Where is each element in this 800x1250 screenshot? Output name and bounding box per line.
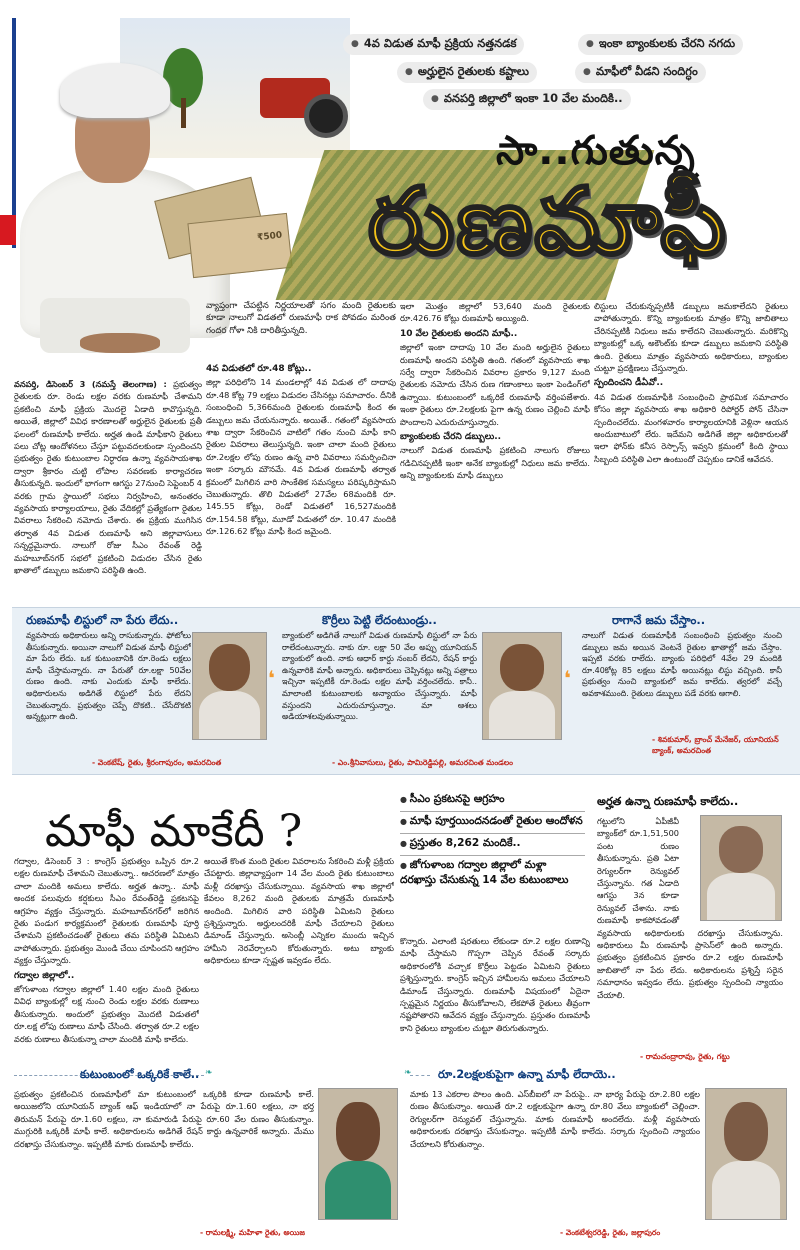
section2-bullet: ● ప్రస్తుతం 8,262 మందికే.. (400, 834, 585, 856)
box1-text: ప్రభుత్వం ప్రకటించిన రుణమాఫీలో మా కుటుంబంలో ఒక్కరికి కూడా రుణమాఫీ కాలే. అయిజలోని యూనియన్‌ బ్యాంక్‌ ఆఫ్‌ ఇండియాలో నా పేరుపై రూ.1.60 లక్షలు, నా భర్త తిరుమన్‌ పేరుపై రూ.1.60 లక్షలు, నా కుమారుడి పేరుపై రూ.60 వేల రుణం తీసుకున్నాం. ముగ్గురికి ఒక్కరికీ మాఫీ కాలే. అధికారులను అడిగితే రేషన్‌ కార్డు ఉన్నవారికే అన్నారు. మేము దరఖాస్తు చేసుకున్నాం. ఇప్పటికీ మాకు రుణమాఫీ కాలేదు. (14, 1089, 314, 1149)
section2-bullets (400, 790, 585, 892)
box1-caption: - రామలక్ష్మి, మహిళా రైతు, అయిజ (200, 1228, 305, 1237)
section2-subhead: గద్వాల జిల్లాలో.. (14, 970, 75, 981)
top-bullet: ● ఇంకా బ్యాంకులకు చేరని నగదు (578, 34, 743, 55)
farmer-photo (192, 632, 267, 740)
woman-farmer-photo (318, 1088, 398, 1220)
lead-body-1: ప్రభుత్వం రైతులకు రూ. రెండు లక్షల వరకు రుణమాఫీ చేశామని ప్రకటించి మాఫీ ప్రక్రియ మొదలై ఏడాది కావొస్తున్నది. అయితే, జిల్లాలో వివిధ కారణాలతో అర్హులైన రైతులకు ప్రతీ ఫలంలో రుణమాఫీ కాలేదు. అర్హత ఉండి మాఫీకాని రైతులు పలు చోట్ల ఆందోళనలు చేస్తూ పట్టువదలకుండా స్పందించని ప్రభుత్వం రైతు కుటుంబాల నిర్ధారణ ఉన్నా వ్యవసాయశాఖ ద్వారా శ్రీకారం చుట్టి లోపాల సవరణకు కార్యాచరణ తీసుకున్నది. ఇందులో భాగంగా ఆగస్టు 27నుంచి సెప్టెంబర్ 4 వరకు గ్రామ స్థాయిలో సభలు నిర్వహించి, అనంతరం వ్యవసాయ కార్యాలయాలు, రైతు వేదికల్లో ప్రత్యేకంగా రైతుల వివరాలు సేకరించి నమోదు చేశారు. ఈ ప్రక్రియ ముగిసిన తర్వాత 4వ విడుత రుణమాఫీ అని జిల్లావాసులు సన్నద్ధమైనారు. నాలుగో రోజు సీఎం రేవంత్‌ రెడ్డి మహబూబ్‌నగర్‌ సభలో ప్రకటించి విడుదల చేసిన రైతు ఖాతాలో డబ్బులు జమకాని పరిస్థితి ఉంది. (14, 379, 202, 576)
section2-bullet: ● జోగుళాంబ గద్వాల జిల్లాలో మళ్లా దరఖాస్తు చేసుకున్న 14 వేల కుటుంబాలు (400, 856, 585, 892)
farmer-foot-shape (80, 333, 160, 353)
lead-column-2 (206, 360, 396, 600)
section2-column-2: అయితే కొంత మంది రైతుల వివరాలను సేకరించి మళ్లీ ప్రక్రియ చేపట్టారు. జిల్లావ్యాప్తంగా 14 వేల మంది రైతు కుటుంబాలు మళ్లీ దరఖాస్తు చేసుకున్నాయి. వ్యవసాయ శాఖ జిల్లాలో కేవలం 8,262 మంది రైతులకు మాత్రమే రుణమాఫీ అందింది. మిగిలిన వారి పరిస్థితి ఏమిటని రైతులు ప్రశ్నిస్తున్నారు. అర్హులందరికీ మాఫీ చేయాలని రైతులు డిమాండ్‌ చేస్తున్నారు. అసెంబ్లీ ఎన్నికల ముందు ఇచ్చిన హామీని నెరవేర్చాలని కోరుతున్నారు. అటు బ్యాంకు అధికారులు కూడా స్పష్టత ఇవ్వడం లేదు. (204, 856, 394, 966)
section2-col1b-text: జోగుళాంబ గద్వాల జిల్లాలో 1.40 లక్షల మంది రైతులు వివిధ బ్యాంకుల్లో లక్ష నుంచి రెండు లక్షల వరకు రుణాలు తీసుకున్నారు. అందులో ప్రభుత్వం మొదటి విడుతలో రూ.లక్ష లోపు రుణాలు మాఫీ చేసింది. తర్వాత రూ.2 లక్షల వరకు రుణాలు తీసుకున్నా చాలా మందికి మాఫీ కాలేదు. (14, 984, 199, 1044)
page-edge-bar (0, 18, 16, 248)
quote-caption: - వెంకటేష్‌, రైతు, శ్రీరంగాపురం, అమరచింత (92, 758, 222, 767)
top-bullet: ● మాఫీలో వీడని సందిగ్ధం (575, 62, 706, 83)
box2-text: మాకు 13 ఎకరాల పొలం ఉంది. ఎస్‌బీఐలో నా పేరుపై.. నా భార్య పేరుపై రూ.2.80 లక్షల రుణం తీసుకున్నాం. అయితే రూ.2 లక్షలకుపైగా ఉన్నా రూ.80 వేలు బ్యాంకులో చెల్లించా. రెగ్యులర్‌గా రెన్యువల్‌ చేస్తున్నాను. మాకు రుణమాఫీ అందలేదు. మళ్లీ వ్యవసాయ అధికారులకు దరఖాస్తు చేసుకున్నాం. ఇప్పటికీ మాఫీ కాలేదు. సర్కారు స్పందించి న్యాయం చేయాలని కోరుతున్నాం. (410, 1089, 700, 1149)
lead-body-2: జిల్లా పరిధిలోని 14 మండలాల్లో 4వ విడుత లో దాదాపు రూ.48 కోట్ల 79 లక్షలు విడుదల చేసినట్లు సమాచారం. దీనికి సంబంధించి 5,366మంది రైతులకు రుణమాఫీ కింద ఈ డబ్బులు జమ చేయనున్నారు. అయితే.. గతంలో వ్యవసాయ శాఖ ద్వారా సేకరించిన వాటిలో గతం నుంచి మాఫీ కాని రైతుల వివరాలు తెలుస్తున్నది. ఇంకా చాలా మంది రైతులు రూ.2లక్షల లోపు రుణం ఉన్న వారి వివరాలు సమర్పించినా ఇంకా సర్కారు మౌనమే. 4వ విడుత రుణమాఫీ తర్వాత క్రమంలో మిగిలిన వారి సాంకేతిక సమస్యలు పరిష్కరిస్తామని చెబుతున్నారు. తొలి విడుతలో 27వేల 68మందికి రూ. 145.55 కోట్లు, రెండో విడుతలో 16,527మందికి రూ.154.58 కోట్లు, మూడో విడుతలో రూ. 10.47 మందికి రూ.126.62 కోట్లు మాఫీ కింద జమైంది. (206, 377, 396, 537)
page-edge-red-marker (0, 215, 16, 245)
lead-body-5: నాలుగో విడుత రుణమాఫీ ప్రకటించి నాలుగు రోజులు గడిచినప్పటికీ ఇంకా అనేక బ్యాంకుల్లో నిధులు జమ కాలేదు. అన్ని బ్యాంకులకు మాఫీ డబ్బులు (400, 445, 590, 481)
sidebox-text: గట్టులోని ఏపీజీవీ బ్యాంక్‌లో రూ.1,51,500 పంట రుణం తీసుకున్నాను. ప్రతి ఏటా రెగ్యులర్‌గా రెన్యువల్‌ చేస్తున్నాను. గత ఏడాది ఆగస్టు 3న కూడా రెన్యువల్‌ చేశాను. నాకు రుణమాఫీ కాకపోవడంతో వ్యవసాయ అధికారులకు దరఖాస్తు చేసుకున్నాను. అధికారులు మీ రుణమాఫీ ప్రాసెస్‌లో ఉంది అన్నారు. ప్రభుత్వం ప్రకటించిన ప్రకారం రూ.2 లక్షల రుణమాఫీ జాబితాలో నా పేరు లేదు. అధికారులను ప్రశ్నిస్తే సరైన సమాధానం ఇవ్వడం లేదు. ప్రభుత్వం స్పందించి న్యాయం చేయాలి. (597, 816, 783, 1000)
farmer-photo (482, 632, 562, 740)
sidebox-heading: అర్హత ఉన్నా రుణమాఫీ కాలేదు.. (597, 795, 739, 808)
quote-heading: రుణమాఫీ లిస్టులో నా పేరు లేదు.. (26, 613, 179, 627)
sidebox-caption: - రామచంద్రారావు, రైతు, గట్టు (640, 1052, 730, 1061)
box2-heading: రూ.2లక్షలకుపైగా ఉన్నా మాఫీ లేదాయె.. (438, 1068, 616, 1081)
top-bullet: ● వనపర్తి జిల్లాలో ఇంకా 10 వేల మందికి.. (423, 89, 631, 110)
tractor-shape (260, 78, 330, 118)
headline-sub: సా..గుతున్న (496, 128, 696, 174)
quote-mark-icon: ❛ (564, 666, 571, 690)
section2-col1-text: గద్వాల, డిసెంబర్ 3 : కాంగ్రెస్‌ ప్రభుత్వం ఒప్పిన రూ.2 లక్షల రుణమాఫీ చేశామని చెబుతున్నా.. ఆచరణలో మాత్రం చాలా మందికి అమలు కాలేదు. అర్హత ఉన్నా.. మాఫీ అందక పలువురు కర్షకులు సీఎం రేవంత్‌రెడ్డి ప్రకటనపై ఆగ్రహం వ్యక్తం చేస్తున్నారు. మహబూబ్‌నగర్‌లో జరిగిన రైతు పండుగ కార్యక్రమంలో రైతులకు రుణమాఫీ పూర్తి చేశామని ప్రకటించడంతో రైతులు తమ పరిస్థితి ఏమిటని వాపోతున్నారు. ప్రభుత్వం మొండి చేయి చూపిందని ఆగ్రహం వ్యక్తం చేస్తున్నారు. (14, 856, 199, 966)
section2-column-1 (14, 855, 199, 1063)
lead-body-4: జిల్లాలో ఇంకా దాదాపు 10 వేల మంది అర్హులైన రైతులు రుణమాఫీ అందని పరిస్థితి ఉంది. గతంలో వ్యవసాయ శాఖ సర్వే ద్వారా సేకరించిన వివరాల ప్రకారం 9,127 మంది రైతులకు నమోదు చేసిన రుణ గణాంకాలు ఇంకా పెండింగ్‌లో ఉన్నాయి. కుటుంబంలో ఒక్కరికే రుణమాఫీ వర్తింపజేశారు. ఇంకా రైతులు రూ.2లక్షలకు పైగా ఉన్న రుణం చెల్లించి మాఫీ పొందాలని ఎదురుచూస్తున్నారు. (400, 342, 590, 427)
sidebox-text-wrap (597, 815, 783, 1050)
section2-bullet: ● మాఫీ పూర్తయిందనడంతో రైతుల ఆందోళన (400, 812, 585, 834)
quote-mark-icon: ❛ (268, 666, 275, 690)
currency-note-500-shape (187, 213, 292, 278)
lead-column-1 (14, 378, 202, 600)
quotes-strip (12, 607, 800, 775)
quote-caption: - శివకుమార్‌, బ్రాంచ్‌ మేనేజర్‌, యూనియన్‌ బ్యాంక్‌, అమరచింత (652, 735, 779, 755)
lead-dateline: వనపర్తి, డిసెంబర్ 3 (నమస్తే తెలంగాణ) : (14, 379, 167, 389)
lead-subhead-4: స్పందించని డీఏవో.. (594, 378, 664, 389)
lead-column-3 (400, 300, 590, 600)
headline-main: రుణమాఫీ (368, 168, 728, 275)
lead-intro: వ్యాప్తంగా చేపట్టిన నిర్ణయాలతో సగం మంది రైతులకు కూడా నాలుగో విడతలో రుణమాఫీ రాక పోవడం మరింత గందర గోళా నికి దారితీస్తున్నది. (206, 301, 396, 336)
section2-bullet: ● సీఎం ప్రకటనపై ఆగ్రహం (400, 790, 585, 812)
leaf-icon: ❧ (404, 1068, 412, 1078)
lead-subhead-3: బ్యాంకులకు చేరని డబ్బులు.. (400, 432, 502, 443)
leaf-icon: ❧ (205, 1068, 213, 1078)
lead-subhead-1: 4వ విడుతలో రూ.48 కోట్లు.. (206, 364, 312, 374)
section2-headline: మాఫీ మాకేదీ ? (45, 806, 303, 857)
quote-text: బ్యాంకులో అడిగితే నాలుగో విడుత రుణమాఫీ లిస్టులో నా పేరు రాలేదంటున్నారు. నాకు రూ. లక్షా 50 వేల అప్పు యూనియన్‌ బ్యాంకులో ఉంది. నాకు ఆధార్‌ కార్డు నంబర్‌ లేదని, రేషన్‌ కార్డు ఉన్నవారికి మాఫీ అన్నారు. అధికారులు చెప్పినట్లు అన్ని పత్రాలు ఇచ్చినా ఇప్పటికీ రూ.రెండు లక్షల మాఫీ వర్తించలేదు. కానీ.. మాలాంటి కుటుంబాలకు అన్యాయం చేస్తున్నారు. మాఫీ వస్తుందని ఎదురుచూస్తున్నాం. మా ఆశలు అడియాశలవుతున్నాయి. (282, 631, 477, 722)
quote-heading: కొర్రీలు పెట్టి లేదంటుండ్రు.. (322, 613, 437, 627)
quote-text: నాలుగో విడుత రుణమాఫీకి సంబంధించి ప్రభుత్వం నుంచి డబ్బులు జమ అయిన వెంటనే రైతుల ఖాతాల్లో జమ చేస్తాం. ఇప్పటి వరకు రాలేదు. బ్యాంకు పరిధిలో 4వేల 29 మందికి రూ.40కోట్ల 85 లక్షలు మాఫీ అయినట్లు లిస్టు వచ్చింది. కానీ ప్రభుత్వం నుంచి బ్యాంకులో జమ కాలేదు. త్వరలో వచ్చే అవకాశముంది. రైతులు డబ్బులు పడే వరకు ఆగాలి. (582, 631, 782, 698)
box2-caption: - వెంకటేశ్వరరెడ్డి, రైతు, జల్లాపురం (560, 1228, 661, 1237)
box1-heading: కుటుంబంలో ఒక్కరికే కాలే.. (80, 1068, 200, 1081)
section2-column-3: కొన్నారు. ఎలాంటి షరతులు లేకుండా రూ.2 లక్షల రుణాన్ని మాఫీ చేస్తామని గొప్పగా చెప్పిన రేవంత్‌ సర్కారు అధికారంలోకి వచ్చాక కొర్రీలు పెట్టడం ఏమిటని రైతులు ప్రశ్నిస్తున్నారు. కాంగ్రెస్‌ ఇచ్చిన హామీలను అమలు చేయాలని డిమాండ్‌ చేస్తున్నారు. రుణమాఫీ విషయంలో ఏదైనా స్పష్టమైన నిర్ణయం తీసుకోవాలని, లేకపోతే రైతులు తీవ్రంగా నష్టపోతారని ఆవేదన వ్యక్తం చేస్తున్నారు. ప్రస్తుతం రుణమాఫీ కాని రైతులు బ్యాంకుల చుట్టూ తిరుగుతున్నారు. (400, 936, 590, 1033)
lead-column-4 (594, 300, 788, 600)
divider (410, 1075, 430, 1076)
farmer-turban-shape (60, 63, 170, 118)
top-bullet: ● 4వ విడుత మాఫీ ప్రక్రియ నత్తనడక (343, 34, 524, 55)
lead-body-7: 4వ విడుత రుణమాఫీకి సంబంధించి ప్రాథమిక సమాచారం కోసం జిల్లా వ్యవసాయ శాఖ అధికారి రిపోర్టర్ పోన్‌ చేసినా స్పందించలేదు. మంగళవారం కార్యాలయానికి వెళ్లినా ఆయన అందుబాటులో లేరు. ఇదేమని అడిగితే జిల్లా అధికారులతో ఇలా ఫోన్‌కు కనీస రెస్పాన్స్‌ ఇవ్వని క్రమంలో కింది స్థాయి సిబ్బంది పరిస్థితి ఎలా ఉంటుందో చెప్పకుం డానికే ఆవేదన. (594, 391, 788, 464)
farmer-photo (705, 1088, 787, 1220)
tree-trunk-shape (181, 98, 186, 128)
lead-body-3: ఇలా మొత్తం జిల్లాలో 53,640 మంది రైతులకు రూ.426.76 కోట్లు రుణమాఫీ అయ్యింది. (400, 301, 590, 324)
lead-subhead-2: 10 వేల రైతులకు అందని మాఫీ.. (400, 328, 518, 339)
quote-text: వ్యవసాయ అధికారులు అన్ని రాసుకున్నారు. ఫోటోలు తీసుకున్నారు. అయినా నాలుగో విడుత మాఫీ లిస్టులో మా పేరు లేదు. ఒక కుటుంబానికి రూ.రెండు లక్షలు మాఫీ చేస్తామన్నారు. నా పేరుతో రూ.లక్షా 50వేల రుణం ఉంది. నాకు ఎందుకు మాఫీ కాలేదు. అధికారులను అడిగితే లిస్టులో పేరు లేదని చెబుతున్నారు. ప్రభుత్వం చెప్పే దొకటి.. చేసేదొకటి అన్నట్లుగా ఉంది. (26, 631, 191, 722)
quote-heading: రాగానే జమ చేస్తాం.. (612, 613, 706, 627)
photo-float-spacer (679, 815, 783, 923)
top-bullet: ● అర్హులైన రైతులకు కష్టాలు (397, 62, 537, 83)
quote-caption: - ఎం.శ్రీనివాసులు, రైతు, పామిరెడ్డిపల్లి, అమరచింత మండలం (332, 758, 514, 767)
lead-body-6: లిస్టులు చేరుకున్నప్పటికీ డబ్బులు జమకాలేదని రైతులు వాపోతున్నారు. కొన్ని బ్యాంకులకు మాత్రం కొన్ని జాబితాలు చేరినప్పటికీ నిధులు జమ కాలేదని చెబుతున్నారు. మరికొన్ని బ్యాంకుల్లో ఒక్క అకౌంట్‌కు కూడా డబ్బులు జమకాని పరిస్థితి ఉంది. రైతులు మాత్రం వ్యవసాయ అధికారులు, బ్యాంకుల చుట్టూ ప్రదక్షిణలు చేస్తున్నారు. (594, 301, 788, 374)
